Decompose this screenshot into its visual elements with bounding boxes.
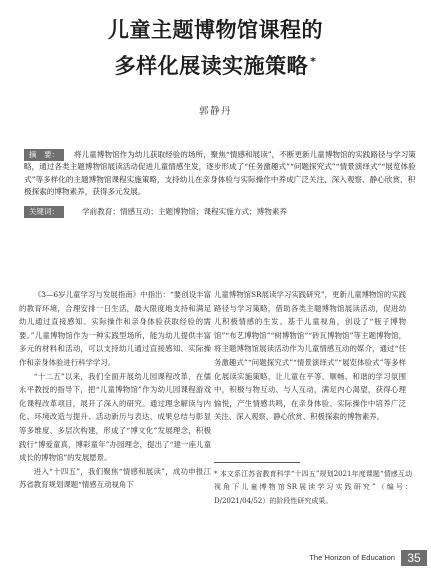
abstract-label: 摘 要： bbox=[24, 149, 64, 161]
article-title-line-2 bbox=[0, 50, 431, 80]
body-paragraph-continued: 儿童博物馆SR展读学习实践研究”，更新儿童博物馆的实践路径与学习策略，借助各类主题博物馆展读活动，促进幼儿积极情感的生发。基于儿童视角，创设了“瓶子博物馆”“布艺博物馆”“树博物馆”“砖瓦博物馆”等主题博物馆，将主题博物馆展读活动作为儿童情感互动的媒介，通过“任务激趣式”“问题探究式”“情景演绎式”“展览体验式”等多样化展读实施策略，让儿童在平等、顺畅、和谐的学习氛围中，积极与物互动、与人互动，满足内心渴望，获得心理愉悦，产生情感共鸣，在亲身体验、实际操作中培养广泛关注、深入观察、静心欣赏、积极探索的博物素养。 bbox=[214, 290, 406, 422]
abstract-text: 将儿童博物馆作为幼儿获取经验的场所，聚焦“情感和展读”，不断更新儿童博物馆的实践路径与学习策略，通过各类主题博物馆展读活动促进儿童情感生发，逐步形成了“任务激趣式”“问题探究式”“情景演绎式”“展览体验式”等多样化的主题博物馆课程实施策略，支持幼儿在亲身体验与实际操作中养成广泛关注、深入观察、静心欣赏、积极探索的博物素养，获得多元发展。 bbox=[24, 150, 416, 197]
body-paragraph: 《3—6岁儿童学习与发展指南》中指出：“要创设丰富的教育环境，合理安排一日生活，最大限度地支持和满足幼儿通过直接感知、实际操作和亲身体验获取经验的需要。”儿童博物馆作为一种实践型场所，能为幼儿提供丰富多元的材料和活动，可以支持幼儿通过直接感知、实际操作和亲身体验进行科学学习。 bbox=[19, 290, 211, 367]
author-name: 郭静丹 bbox=[198, 106, 232, 117]
article-title-line-1: 儿童主题博物馆课程的 bbox=[108, 18, 323, 42]
journal-name: The Horizon of Education bbox=[309, 553, 395, 562]
abstract bbox=[24, 149, 422, 199]
article-title-line-2-text: 多样化展读实施策略 bbox=[114, 54, 309, 78]
keywords-label: 关键词： bbox=[24, 206, 64, 218]
footnote: * 本文系江苏省教育科学“十四五”规划2021年度课题“情感互动视角下儿童博物馆SR展读学习实践研究”（编号：D/2021/04/52）的阶段性研究成果。 bbox=[214, 470, 412, 505]
body-column-left bbox=[19, 288, 211, 492]
page-footer bbox=[0, 550, 431, 568]
footnote-divider bbox=[214, 462, 300, 463]
title-footnote-mark: * bbox=[310, 55, 317, 68]
keywords bbox=[24, 206, 422, 218]
body-paragraph: 进入“十四五”，我们聚焦“情感和展读”，成功申报江苏省教育规划课题“情感互动视角下 bbox=[19, 466, 211, 490]
keywords-text: 学前教育；情感互动；主题博物馆；课程实施方式；博物素养 bbox=[82, 207, 288, 216]
page-number: 35 bbox=[401, 550, 427, 566]
body-paragraph: “十二五”以来，我们全面开展幼儿园课程改革，在儒永平教授的指导下，把“儿童博物馆”作为幼儿园课程游戏化课程改革项目，展开了深入的研究。通过理念解读与内化、环境改造与提升、活动新历与表达、成果总结与彰显等多维度、多层次构建，形成了“博文化”发展理念，积极践行“博爱童真，博彩童年”办园理念，提出了“建一座儿童成长的博物馆”的发展愿景。 bbox=[19, 371, 211, 463]
body-column-right bbox=[214, 288, 406, 424]
